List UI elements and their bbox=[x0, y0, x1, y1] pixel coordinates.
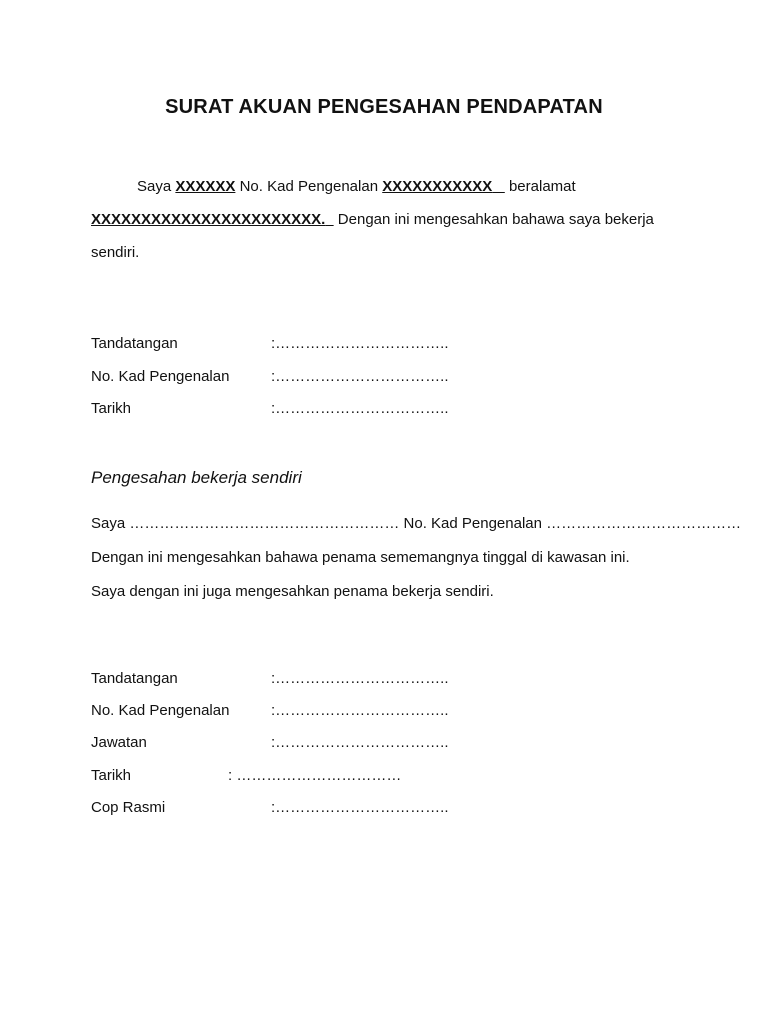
signer-date-field[interactable]: :…………………………….. bbox=[271, 400, 449, 417]
declaration-line-3: sendiri. bbox=[91, 244, 140, 261]
verifier-position-field[interactable]: :…………………………….. bbox=[271, 734, 449, 751]
verifier-stamp-label: Cop Rasmi bbox=[91, 799, 166, 816]
verification-line-3: Saya dengan ini juga mengesahkan penama bekerja sendiri. bbox=[91, 583, 494, 600]
address-underline-trail bbox=[325, 211, 333, 228]
word-no: No. bbox=[239, 178, 263, 195]
name-placeholder: XXXXXX bbox=[175, 178, 236, 195]
signer-signature-label: Tandatangan bbox=[91, 335, 178, 352]
word-dengan: Dengan bbox=[337, 211, 391, 228]
word-saya-2: saya bbox=[568, 211, 601, 228]
verifier-date-label: Tarikh bbox=[91, 767, 132, 784]
declaration-line-2 bbox=[91, 203, 679, 236]
signer-date-label: Tarikh bbox=[91, 400, 132, 417]
word-ini: ini bbox=[394, 211, 410, 228]
ic-underline-trail bbox=[492, 178, 505, 195]
verifier-signature-field[interactable]: :…………………………….. bbox=[271, 670, 449, 687]
verification-line-2: Dengan ini mengesahkan bahawa penama sememangnya tinggal di kawasan ini. bbox=[91, 549, 630, 566]
word-saya: Saya bbox=[137, 178, 172, 195]
verifier-ic-label: No. Kad Pengenalan bbox=[91, 702, 230, 719]
verifier-date-field[interactable]: : …………………………… bbox=[228, 767, 402, 784]
verifier-stamp-field[interactable]: :…………………………….. bbox=[271, 799, 449, 816]
signer-signature-field[interactable]: :…………………………….. bbox=[271, 335, 449, 352]
address-placeholder-group bbox=[91, 211, 334, 228]
verifier-signature-label: Tandatangan bbox=[91, 670, 178, 687]
ic-placeholder-group bbox=[382, 178, 505, 195]
address-placeholder: XXXXXXXXXXXXXXXXXXXXXXX. bbox=[91, 211, 326, 228]
word-kad: Kad bbox=[267, 178, 294, 195]
word-bahawa: bahawa bbox=[512, 211, 565, 228]
declaration-paragraph bbox=[91, 170, 679, 269]
declaration-line-1 bbox=[91, 170, 679, 203]
signer-ic-label: No. Kad Pengenalan bbox=[91, 368, 230, 385]
word-bekerja: bekerja bbox=[604, 211, 654, 228]
signer-ic-field[interactable]: :…………………………….. bbox=[271, 368, 449, 385]
word-beralamat: beralamat bbox=[508, 178, 576, 195]
ic-placeholder: XXXXXXXXXXX bbox=[382, 178, 493, 195]
verifier-ic-field[interactable]: :…………………………….. bbox=[271, 702, 449, 719]
document-title: SURAT AKUAN PENGESAHAN PENDAPATAN bbox=[165, 96, 603, 118]
verification-heading: Pengesahan bekerja sendiri bbox=[91, 468, 302, 487]
word-pengenalan: Pengenalan bbox=[297, 178, 379, 195]
verification-line-1: Saya ……………………………………………… No. Kad Pengenalan ………………………………… bbox=[91, 515, 742, 532]
word-mengesahkan: mengesahkan bbox=[413, 211, 508, 228]
verifier-position-label: Jawatan bbox=[91, 734, 147, 751]
